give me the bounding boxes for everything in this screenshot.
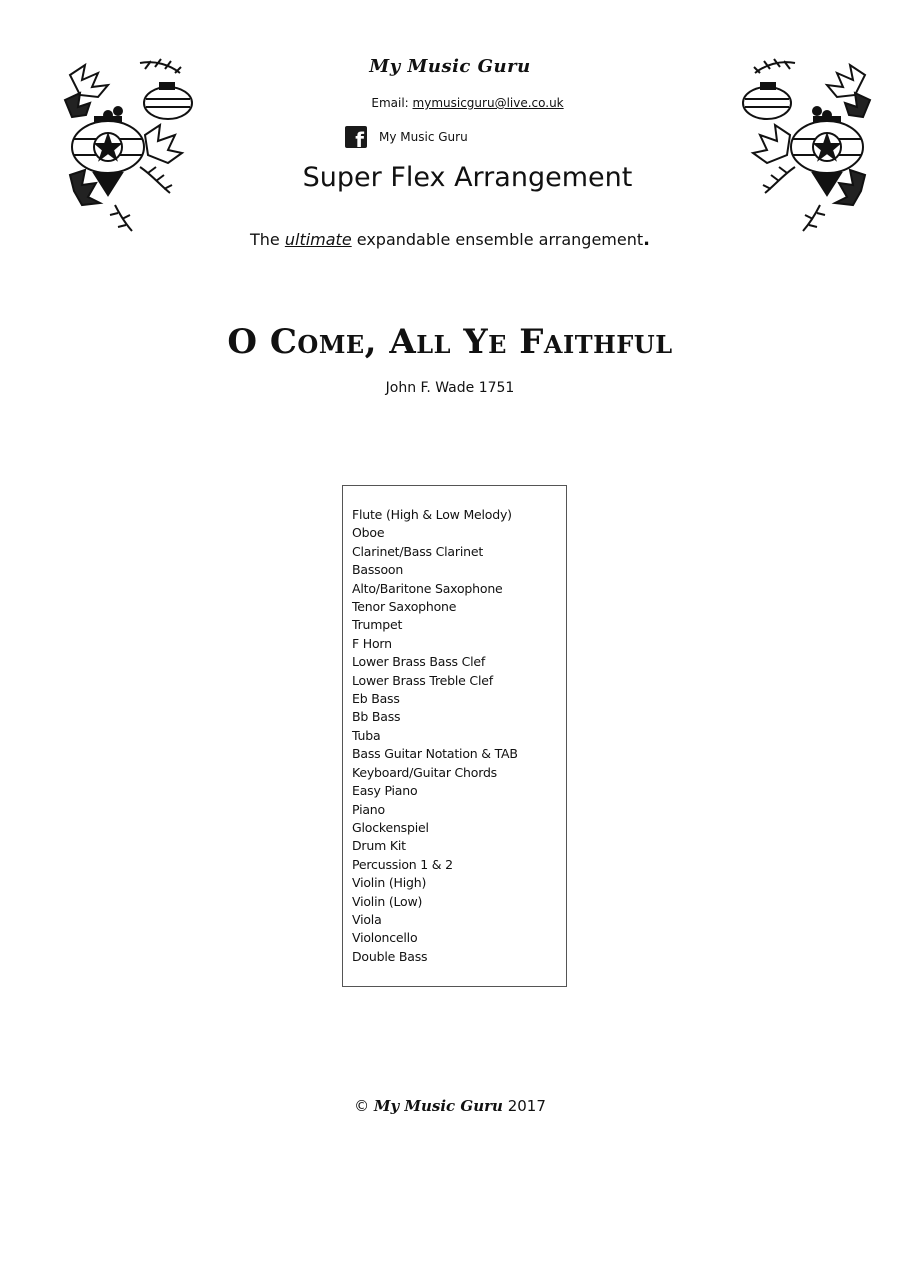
tagline-post: expandable ensemble arrangement	[356, 230, 644, 249]
facebook-link[interactable]	[345, 125, 468, 149]
instrument-item: Flute (High & Low Melody)	[352, 507, 512, 522]
copyright-brand: My Music Guru	[373, 1097, 503, 1115]
instrument-item: Lower Brass Bass Clef	[352, 654, 486, 670]
email-link[interactable]: mymusicguru@live.co.uk	[412, 96, 564, 110]
instrument-item: Double Bass	[352, 948, 428, 964]
tagline-period: .	[643, 229, 650, 250]
instrument-item: Lower Brass Treble Clef	[352, 672, 493, 688]
song-title: O Come, All Ye Faithful	[227, 322, 673, 362]
email-line	[0, 96, 900, 110]
copyright-year: 2017	[507, 1097, 546, 1115]
instrument-item: Percussion 1 & 2	[352, 856, 453, 872]
instrument-item: Clarinet/Bass Clarinet	[352, 543, 484, 559]
instrument-item: Bb Bass	[352, 709, 401, 725]
instrument-list	[352, 506, 566, 966]
instrument-item: Drum Kit	[352, 838, 406, 854]
instrument-item: Viola	[352, 911, 382, 927]
instrument-item: Violin (Low)	[352, 893, 423, 909]
arrangement-title: Super Flex Arrangement	[302, 162, 633, 193]
instrument-item: Violoncello	[352, 930, 418, 946]
instrument-item: Keyboard/Guitar Chords	[352, 764, 497, 780]
instrument-item: Bassoon	[352, 562, 404, 578]
copyright-symbol: ©	[354, 1097, 370, 1115]
tagline	[0, 229, 900, 250]
instrument-item: F Horn	[352, 635, 392, 651]
instrument-item: Piano	[352, 801, 385, 817]
brand-name: My Music Guru	[369, 56, 531, 77]
christmas-ornament-icon	[735, 55, 875, 235]
instrument-item: Tuba	[352, 727, 381, 743]
tagline-pre: The	[250, 230, 280, 249]
instrument-item: Alto/Baritone Saxophone	[352, 580, 503, 596]
instrument-item: Violin (High)	[352, 875, 427, 891]
instrument-item: Tenor Saxophone	[352, 599, 457, 615]
instrument-item: Bass Guitar Notation & TAB	[352, 746, 518, 762]
instrument-item: Glockenspiel	[352, 819, 429, 835]
copyright-line	[0, 1097, 900, 1115]
instrument-item: Oboe	[352, 525, 385, 541]
email-label: Email:	[371, 96, 409, 110]
instrument-item: Trumpet	[352, 617, 403, 633]
instrument-item: Eb Bass	[352, 691, 400, 707]
christmas-ornament-icon	[60, 55, 200, 235]
instrument-list-box	[342, 485, 567, 987]
instrument-item: Easy Piano	[352, 783, 418, 799]
facebook-name: My Music Guru	[379, 130, 468, 144]
composer: John F. Wade 1751	[385, 380, 515, 396]
tagline-emphasis: ultimate	[284, 230, 352, 249]
facebook-icon: f	[345, 126, 367, 148]
